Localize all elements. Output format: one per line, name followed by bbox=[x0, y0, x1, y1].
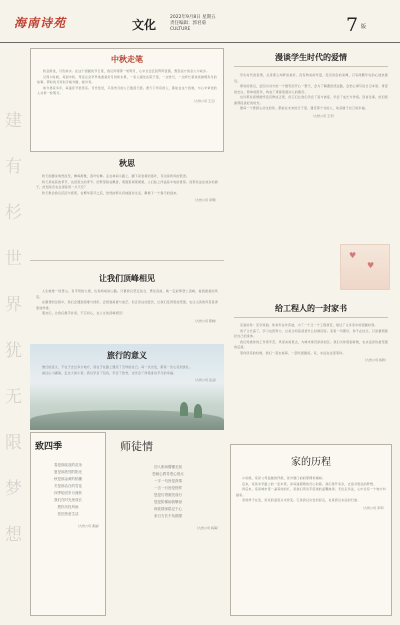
article-paragraph: 等你回家的时候，我们一起去看海，一起吃团圆饭。家，永远在这里等你。 bbox=[240, 350, 346, 355]
side-char: 想 bbox=[5, 525, 22, 545]
article-byline: （九州公司 张远） bbox=[193, 378, 218, 382]
poem-line: 我们在时光里成长 bbox=[54, 498, 82, 502]
poem-line: 来日方长不负期望 bbox=[154, 514, 182, 518]
page-suffix: 版 bbox=[361, 24, 367, 30]
article-paragraph: 我们知道你的工作很辛苦，风里来雨里去，为城市建设添砖加瓦。我们为你感到骄傲，也永远是你最坚强的后盾。 bbox=[234, 339, 388, 349]
side-char: 世 bbox=[5, 249, 22, 269]
article-byline: （九州公司 杨秋） bbox=[363, 358, 388, 362]
section-title: 文化 bbox=[132, 18, 157, 32]
article-byline: （九州公司 李明） bbox=[193, 198, 218, 202]
heart-icon: ♥ bbox=[349, 251, 357, 260]
issue-date: 2022年9月8日 星期五 bbox=[170, 15, 216, 20]
article-paragraph: 那时的我们，会因为对方的一个微笑而开心一整天，会为了偶遇而绕远路，会把心事写进日记本里。青涩的告白，简单的陪伴，构成了青春里最动人的篇章。 bbox=[234, 84, 388, 94]
article-title: 中秋走笔 bbox=[111, 55, 143, 64]
heart-icon: ♥ bbox=[367, 261, 375, 270]
article-title: 秋思 bbox=[119, 159, 135, 168]
article-paragraph: 朋友们，让我们携手并肩，不忘初心，在人生的顶峰相见！ bbox=[42, 311, 126, 315]
poem-line: 您耐心教导悉心指点 bbox=[152, 472, 184, 476]
side-char: 限 bbox=[5, 433, 22, 453]
poem-line: 冬是那洁白的雪花 bbox=[54, 484, 82, 488]
article-paragraph: 看过山川湖海，走过大街小巷，我们学会了包容，学会了欣赏，也学会了珍惜身边平凡的幸福。 bbox=[42, 370, 177, 375]
tree-illustration bbox=[194, 404, 202, 418]
poem-line: 秋是那金黄的稻穗 bbox=[54, 477, 82, 481]
article-mountain bbox=[30, 264, 224, 344]
article-paragraph: 秋天的脚步悄然而至，蝉鸣渐歇，落叶轻舞。走在林间小路上，脚下是金黄的落叶，耳边是秋风的低语。 bbox=[42, 174, 190, 178]
masthead-meta bbox=[170, 15, 216, 33]
article-paragraph: 人生就像一场登山，有平坦的大道，也有崎岖的山路。只要我们坚定信念，勇往直前，就一定能够登上顶峰，看到最美的风景。 bbox=[36, 289, 218, 299]
article-byline: （九州公司 王云） bbox=[192, 98, 217, 103]
article-paragraph: 再后来，家是城市里一盏等待的灯，是我们用双手搭建的温馨港湾。无论走多远，心中总有一个地方叫做家。 bbox=[236, 487, 387, 497]
article-paragraph: 孩子又长高了，学习也很努力，总是念叨着爸爸什么时候回家。家里一切都好，你不必挂念，只是要照顾好自己的身体。 bbox=[234, 328, 388, 338]
article-title: 家的历程 bbox=[291, 457, 331, 468]
page-number: 7 bbox=[346, 14, 359, 36]
article-paragraph: 小时候，家是父母温暖的怀抱，是外婆门前的那棵老槐树。 bbox=[242, 476, 326, 480]
article-autumn-pen bbox=[30, 48, 224, 152]
article-paragraph: 愿每一个曾经心动过的你，都能在未来的日子里，遇见那个对的人，收获属于自己的幸福。 bbox=[240, 106, 369, 110]
article-paragraph: 秋天教会我们沉淀与感恩，在繁华落尽之后，依然能够从容地面对生活，静候下一个春天的到来。 bbox=[42, 190, 180, 195]
poem-line: 一字一句皆是真情 bbox=[154, 479, 182, 483]
article-byline: （九州公司 李军） bbox=[361, 505, 386, 510]
article-title: 给工程人的一封家书 bbox=[234, 303, 388, 318]
section-divider bbox=[30, 260, 224, 261]
article-title: 旅行的意义 bbox=[107, 351, 147, 360]
article-paragraph: 学生时代的爱情，总是那么纯粹而美好。没有物质的考量，没有世俗的束缚，只有两颗年轻的心彼此靠近。 bbox=[234, 73, 388, 83]
article-history bbox=[230, 444, 392, 616]
poem-line: 四季轮回岁月流转 bbox=[54, 491, 82, 495]
side-char: 界 bbox=[5, 295, 22, 315]
poem-byline: （九州公司 杨海） bbox=[195, 526, 220, 530]
article-paragraph: 亲爱的你：见字如面。你常年在外奔波，为了一个又一个工程项目，错过了太多家中的团圆时刻。 bbox=[240, 323, 378, 327]
article-autumn bbox=[30, 154, 224, 258]
article-paragraph: 秋天是收获的季节，也是思念的季节。田野里稻谷飘香，果园里硕果累累，人们脸上洋溢着丰收的喜悦。而那些远在他乡的游子，此刻是否也在望着同一片天空？ bbox=[36, 179, 219, 189]
article-letter bbox=[230, 294, 392, 442]
poem-teacher bbox=[112, 432, 224, 616]
poem-line: 夏是那热烈的阳光 bbox=[54, 470, 82, 474]
poem-byline: （九州公司 黄丽） bbox=[76, 524, 101, 528]
side-char: 杉 bbox=[5, 203, 22, 223]
article-paragraph: 在攀登的过程中，我们会遇到困难与挫折，会感到疲惫与迷茫。但正是这些经历，让我们变得更加坚强，也让山顶的风景显得更加珍贵。 bbox=[36, 300, 219, 310]
article-love bbox=[230, 48, 392, 292]
editor-line: 责任编辑：郭君菊 bbox=[170, 21, 206, 26]
couple-illustration bbox=[340, 244, 390, 290]
article-title: 漫谈学生时代的爱情 bbox=[234, 52, 388, 67]
article-paragraph: 记得小时候，每到中秋，母亲总会早早地准备好月饼和水果，一家人围坐在院子里，一边赏月，一边听长辈讲述嫦娥奔月的故事。那时的月亮似乎格外圆，格外亮。 bbox=[37, 74, 217, 84]
masthead-logo: 海南诗苑 bbox=[14, 16, 67, 30]
side-char: 梦 bbox=[5, 479, 22, 499]
side-char: 建 bbox=[5, 111, 22, 131]
article-paragraph: 秋意渐浓，月色如水。在这个团圆的节日里，我们仰望那一轮明月，心中总会泛起阵阵涟漪，想起远方的亲人与故乡。 bbox=[43, 69, 210, 73]
side-char: 无 bbox=[5, 387, 22, 407]
poem-seasons bbox=[30, 432, 106, 616]
poem-line: 愿你历经风雨 bbox=[57, 505, 79, 509]
article-travel bbox=[30, 344, 224, 430]
poem-line: 春是那绽放的花朵 bbox=[54, 463, 82, 467]
poem-line: 依旧热爱生活 bbox=[57, 512, 79, 516]
poem-title: 致四季 bbox=[35, 442, 63, 452]
side-char: 犹 bbox=[5, 341, 22, 361]
poem-line: 一言一行皆是榜样 bbox=[154, 486, 182, 490]
masthead bbox=[0, 0, 400, 43]
poem-line: 您是灯塔照亮前行 bbox=[154, 493, 182, 497]
article-paragraph: 旅行的意义，不在于去过多少地方，而在于在路上遇见了怎样的自己。每一次出发，都是一次心灵的洗礼。 bbox=[42, 365, 193, 369]
article-title: 让我们顶峰相见 bbox=[99, 274, 155, 283]
article-byline: （九州公司 王芳） bbox=[311, 113, 336, 118]
tree-illustration bbox=[180, 402, 188, 416]
poem-line: 初入职场懵懂无知 bbox=[154, 465, 182, 469]
article-paragraph: 也许那些感情最终没有修成正果，但它们让我们学会了爱与被爱，学会了成长与珍惜。回首往事，依旧感谢那段美好的时光。 bbox=[234, 95, 388, 105]
article-paragraph: 家的样子在变，但家的温度从未改变。它是我们出发的起点，也是我们永远的归途。 bbox=[242, 498, 361, 502]
side-char: 有 bbox=[5, 157, 22, 177]
poem-line: 师徒情深铭记于心 bbox=[154, 507, 182, 511]
article-paragraph: 如今离家多年，每逢佳节倍思亲。月光依旧，只是赏月的人已散落天涯。愿天下所有的人，都能在这个夜晚，与心中牵挂的人共享一轮明月。 bbox=[37, 85, 217, 95]
side-vertical-text bbox=[5, 98, 21, 558]
section-english: CULTURE bbox=[170, 27, 191, 32]
article-byline: （九州公司 陈晓） bbox=[193, 318, 218, 323]
poem-line: 您是阶梯助我攀登 bbox=[154, 500, 182, 504]
article-paragraph: 后来，家是求学路上的一张车票，是每逢假期的归心似箭。我们离开家乡，去追寻更远的梦想。 bbox=[242, 481, 377, 486]
poem-title: 师徒情 bbox=[120, 440, 153, 453]
